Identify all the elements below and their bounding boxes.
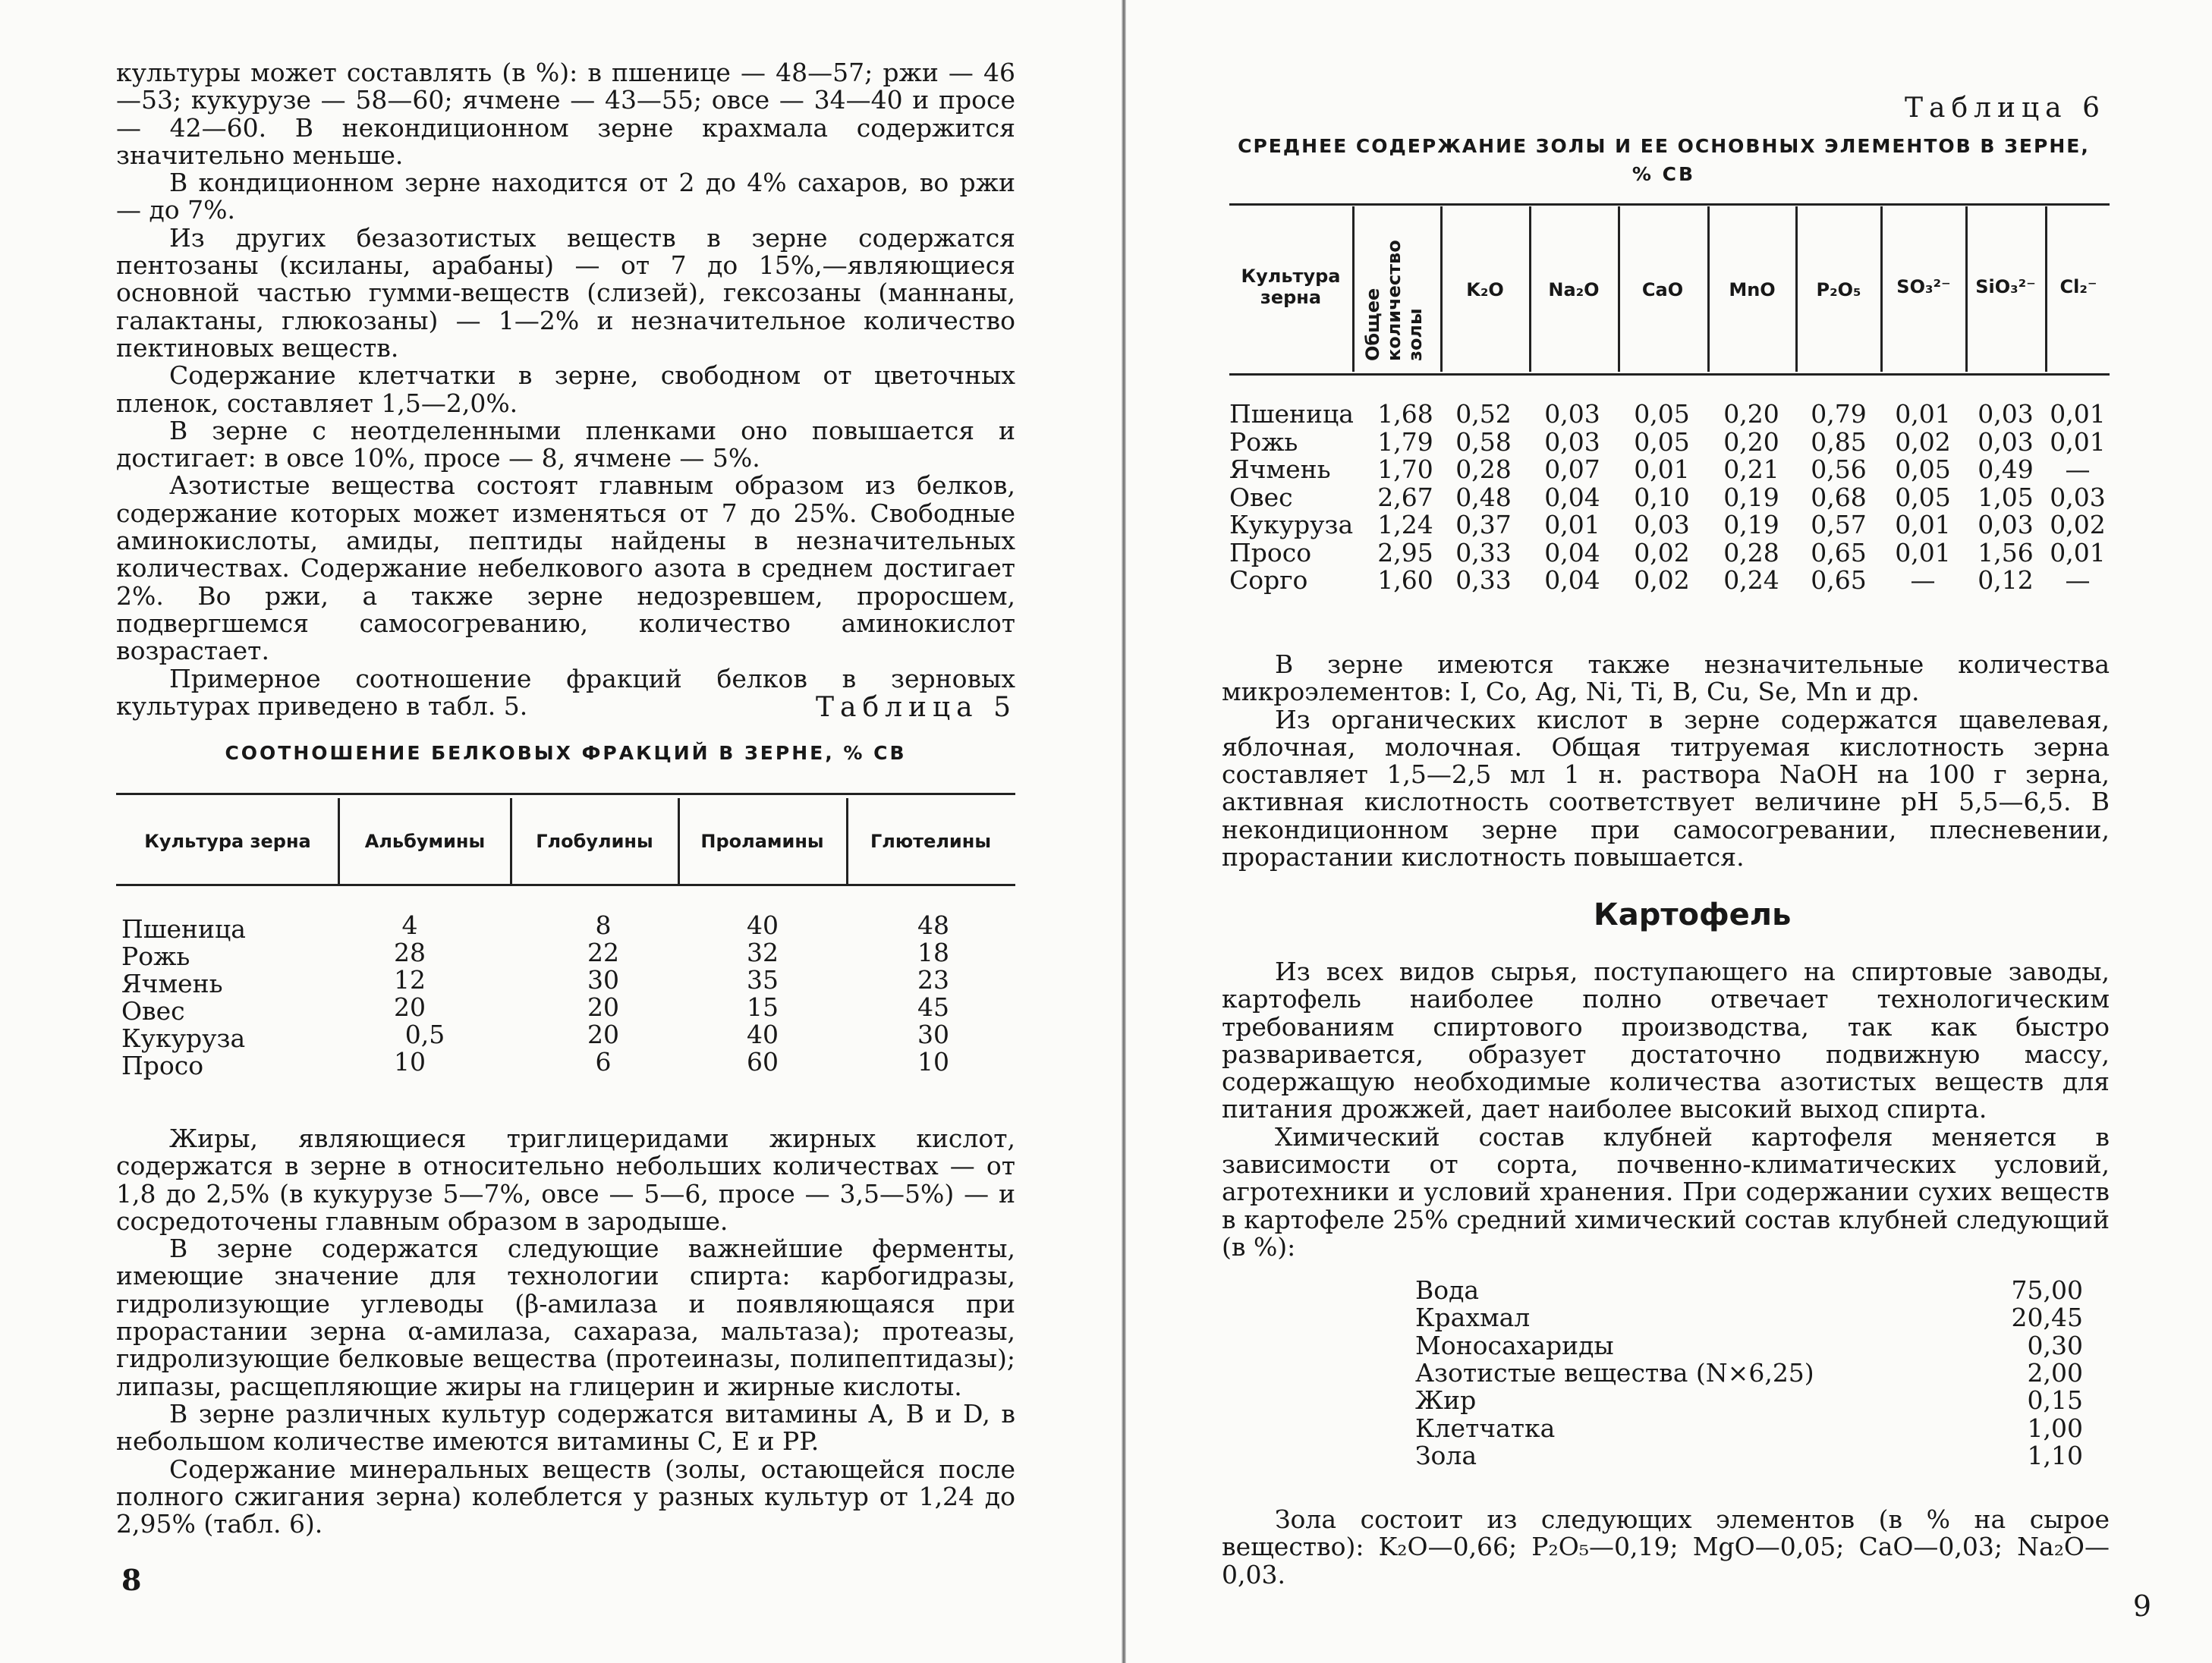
paragraph: В зерне имеются также незначительные количества микроэлементов: I, Co, Ag, Ni, Ti, B, Cu, Se, Mn и др.	[1222, 649, 2110, 707]
table5-top-rule	[116, 793, 1015, 795]
table5-cell: 8	[595, 910, 612, 940]
table6-cell: 0,05	[1634, 426, 1690, 457]
table6-cell: 0,19	[1723, 510, 1779, 539]
table6-header: CaO	[1641, 279, 1684, 300]
table5-cell: 30	[587, 965, 619, 995]
table6-header: K₂O	[1466, 279, 1504, 300]
table6-header-culture: Культура зерна	[1241, 266, 1341, 308]
paragraph: Азотистые вещества состоят главным образом из белков, содержание которых может изменяться от 7 до 25%. Свободные аминокислоты, амиды, пептиды найдены в незначительных количествах. Содержание небелкового азота в среднем достигает 2%. Во ржи, а также зерне недозревшем, проросшем, подвергшемся самосогреванию, количество аминокислот возрастает.	[116, 470, 1015, 666]
table6-cell: 1,56	[1978, 537, 2034, 567]
table5-cell: 40	[747, 910, 779, 940]
table6-title-unit: % СВ	[1631, 163, 1696, 185]
composition-label: Клетчатка	[1415, 1413, 1556, 1443]
table6-cell: 0,04	[1544, 565, 1600, 595]
right-ash-text	[1222, 1506, 2110, 1589]
table5-header-culture: Культура зерна	[144, 831, 311, 852]
table6-cell: 0,05	[1634, 399, 1690, 429]
table5-cell: 20	[587, 992, 619, 1022]
table5-cell: 22	[587, 938, 619, 967]
table6-header: MnO	[1729, 279, 1776, 300]
table6-cell: 0,24	[1723, 565, 1779, 595]
table5-cell: 60	[747, 1047, 779, 1077]
table6-cell: 0,03	[1544, 399, 1600, 429]
composition-value: 1,00	[2027, 1413, 2083, 1443]
table6-cell: 0,68	[1811, 482, 1867, 512]
table6-header: SiO₃²⁻	[1975, 276, 2036, 297]
table5-cell-culture: Пшеница	[121, 914, 246, 944]
table6-cell: 0,01	[1544, 510, 1600, 539]
table5-cell-culture: Просо	[121, 1051, 204, 1080]
table6-cell: 2,67	[1377, 482, 1433, 512]
table6-cell: 0,48	[1455, 482, 1512, 512]
table5-header-rule	[116, 884, 1015, 886]
table6-cell: 0,03	[2050, 482, 2106, 512]
paragraph: Из других безазотистых веществ в зерне содержатся пентозаны (ксиланы, арабаны) — от 7 до 15%,—являющиеся основной частью гумми-веществ (слизей), гексозаны (маннаны, галактаны, глюкозаны) — 1—2% и незначительное количество пектиновых веществ.	[116, 222, 1015, 363]
table5-header-globulins: Глобулины	[536, 831, 653, 852]
table6-cell: 0,58	[1455, 426, 1512, 457]
table6-top-rule	[1229, 203, 2110, 206]
table5-cell: 12	[394, 965, 426, 995]
table5-cell: 23	[917, 965, 949, 995]
paragraph: В зерне с неотделенными пленками оно повышается и достигает: в овсе 10%, просе — 8, ячмене — 5%.	[116, 415, 1015, 473]
table5-cell: 35	[747, 965, 779, 995]
table5-cell: 28	[394, 938, 426, 967]
paragraph: Из органических кислот в зерне содержатся щавелевая, яблочная, молочная. Общая титруемая кислотность зерна составляет 1,5—2,5 мл 1 н. раствора NaOH на 100 г зерна, активная кислотность соответствует величине pH 5,5—6,5. В некондиционном зерне при самосогревании, плесневении, прорастании кислотность повышается.	[1222, 704, 2110, 872]
table5-header-albumins: Альбумины	[364, 831, 486, 852]
paragraph: В кондиционном зерне находится от 2 до 4% сахаров, во ржи — до 7%.	[116, 168, 1015, 225]
composition-label: Азотистые вещества (N×6,25)	[1415, 1357, 1814, 1388]
table6-cell: 0,85	[1811, 426, 1867, 457]
table6-cell: 1,60	[1377, 565, 1433, 595]
table6-cell: 1,05	[1978, 482, 2034, 512]
page-number: 8	[121, 1563, 142, 1597]
table6-cell: 0,33	[1455, 537, 1512, 567]
right-mid-text	[1222, 651, 2110, 871]
table6-cell: 0,20	[1723, 399, 1779, 429]
paragraph: Содержание минеральных веществ (золы, остающейся после полного сжигания зерна) колеблется у разных культур от 1,24 до 2,95% (табл. 6).	[116, 1454, 1015, 1539]
table6-cell: 0,28	[1455, 454, 1512, 484]
table6-cell: 0,04	[1544, 537, 1600, 567]
table6-cell: 0,21	[1723, 454, 1779, 484]
table6-cell: 0,04	[1544, 482, 1600, 512]
table6-cell: 0,03	[1634, 510, 1690, 539]
table6-cell: 0,52	[1455, 399, 1512, 429]
table6-cell: 0,07	[1544, 454, 1600, 484]
table5-cell: 32	[747, 938, 779, 967]
composition-value: 0,15	[2027, 1385, 2083, 1416]
table6-cell: 0,03	[1978, 510, 2034, 539]
table5-col-rule	[846, 798, 848, 885]
composition-label: Моносахариды	[1415, 1330, 1614, 1360]
composition-label: Зола	[1415, 1440, 1477, 1470]
table6-cell: 0,01	[1634, 454, 1690, 484]
table5-cell-culture: Кукуруза	[121, 1023, 246, 1053]
composition-value: 20,45	[2011, 1303, 2083, 1333]
table6-cell-culture: Пшеница	[1229, 399, 1354, 429]
table6-caption: Таблица 6	[1905, 93, 2106, 124]
composition-value: 0,30	[2027, 1330, 2083, 1360]
table5-col-rule	[678, 798, 680, 885]
table6-cell-culture: Ячмень	[1229, 454, 1331, 484]
table6-cell: 0,28	[1723, 537, 1779, 567]
left-bottom-text	[116, 1125, 1015, 1538]
table6-cell: 0,01	[2050, 399, 2106, 429]
table6-title: СРЕДНЕЕ СОДЕРЖАНИЕ ЗОЛЫ И ЕЕ ОСНОВНЫХ ЭЛЕМЕНТОВ В ЗЕРНЕ,	[1238, 135, 2090, 157]
table5-cell: 18	[917, 938, 949, 967]
table5-cell: 10	[394, 1047, 426, 1077]
table5-cell: 40	[747, 1020, 779, 1049]
table6-cell: 0,03	[1544, 426, 1600, 457]
table6-header: Cl₂⁻	[2059, 276, 2097, 297]
paragraph: Зола состоит из следующих элементов (в % на сырое вещество): K₂O—0,66; P₂O₅—0,19; MgO—0,05; CaO—0,03; Na₂O—0,03.	[1222, 1504, 2110, 1589]
table5-cell-culture: Рожь	[121, 942, 190, 971]
table6-cell: 2,95	[1377, 537, 1433, 567]
page-number: 9	[2132, 1589, 2151, 1623]
table6-cell: 0,01	[2050, 537, 2106, 567]
table6-cell: 1,24	[1377, 510, 1433, 539]
table6-cell: 1,70	[1377, 454, 1433, 484]
table6-cell: 0,10	[1634, 482, 1690, 512]
table6-cell: 0,05	[1895, 454, 1951, 484]
paragraph: Примерное соотношение фракций белков в зерновых культурах приведено в табл. 5.	[116, 663, 1015, 721]
table5-cell: 6	[595, 1047, 612, 1077]
table6-cell: 0,02	[1895, 426, 1951, 457]
table5-cell: 4	[401, 910, 418, 940]
table6-cell-culture: Просо	[1229, 537, 1312, 567]
table6-cell: 0,19	[1723, 482, 1779, 512]
table5-col-rule	[510, 798, 512, 885]
table6-cell: 0,01	[2050, 426, 2106, 457]
table6-cell: 0,65	[1811, 537, 1867, 567]
table6-cell: 0,49	[1978, 454, 2034, 484]
table6-cell: 0,03	[1978, 426, 2034, 457]
table6-cell-culture: Рожь	[1229, 426, 1298, 457]
table6-cell: 0,01	[1895, 399, 1951, 429]
table6-cell: 0,56	[1811, 454, 1867, 484]
table5-caption: Таблица 5	[816, 692, 1017, 723]
table6-cell: 0,37	[1455, 510, 1512, 539]
table6-header: SO₃²⁻	[1896, 276, 1951, 297]
table6-cell-culture: Сорго	[1229, 565, 1308, 595]
table6-cell: —	[1910, 565, 1936, 595]
table6-cell-culture: Кукуруза	[1229, 510, 1354, 539]
table5-cell: 15	[747, 992, 779, 1022]
paragraph: В зерне различных культур содержатся витамины A, B и D, в небольшом количестве имеются витамины C, E и PP.	[116, 1398, 1015, 1457]
table5-header-prolamins: Проламины	[700, 831, 824, 852]
composition-value: 75,00	[2011, 1275, 2083, 1305]
table6-cell: 0,12	[1978, 565, 2034, 595]
table5-cell: 0,5	[404, 1020, 445, 1049]
composition-value: 2,00	[2027, 1357, 2083, 1388]
paragraph: В зерне содержатся следующие важнейшие ферменты, имеющие значение для технологии спирта: карбогидразы, гидролизующие углеводы (β-амилаза и появляющаяся при прорастании зерна α-амилаза, сахараза, мальтаза); протеазы, гидролизующие белковые вещества (протеиназы, полипептидазы); липазы, расщепляющие жиры на глицерин и жирные кислоты.	[116, 1234, 1015, 1401]
table6-cell: 0,01	[1895, 537, 1951, 567]
composition-value: 1,10	[2027, 1440, 2083, 1470]
paragraph: Из всех видов сырья, поступающего на спиртовые заводы, картофель наиболее полно отвечает технологическим требованиям спиртового производства, так как быстро разваривается, образует достаточно подвижную массу, содержащую необходимые количества азотистых веществ для питания дрожжей, дает наиболее высокий выход спирта.	[1222, 957, 2110, 1124]
table6-cell: 1,79	[1377, 426, 1433, 457]
table5-cell-culture: Овес	[121, 996, 185, 1026]
section-title: Картофель	[1594, 898, 1792, 932]
table6-cell: 0,01	[1895, 510, 1951, 539]
table6-cell: 0,05	[1895, 482, 1951, 512]
paragraph: Содержание клетчатки в зерне, свободном от цветочных пленок, составляет 1,5—2,0%.	[116, 360, 1015, 418]
right-page	[1123, 0, 2212, 1663]
table6-header: P₂O₅	[1816, 279, 1861, 300]
table6-col-rule	[1352, 206, 1355, 372]
composition-label: Вода	[1415, 1275, 1480, 1305]
table6-cell: 0,79	[1811, 399, 1867, 429]
table6-cell: 0,33	[1455, 565, 1512, 595]
table5-title: СООТНОШЕНИЕ БЕЛКОВЫХ ФРАКЦИЙ В ЗЕРНЕ, % СВ	[225, 742, 907, 764]
table6-cell: —	[2065, 565, 2091, 595]
table5-cell: 45	[917, 992, 949, 1022]
table5-cell: 30	[917, 1020, 949, 1049]
table6-cell: —	[2065, 454, 2091, 484]
composition-label: Жир	[1415, 1385, 1477, 1416]
table5-cell: 10	[917, 1047, 949, 1077]
table5-cell: 48	[917, 910, 949, 940]
table6-cell: 0,02	[2050, 510, 2106, 539]
table5-col-rule	[338, 798, 340, 885]
table6-cell: 0,57	[1811, 510, 1867, 539]
table6-cell: 0,03	[1978, 399, 2034, 429]
table6-cell: 0,20	[1723, 426, 1779, 457]
table6-header: Na₂O	[1548, 279, 1600, 300]
table5-cell-culture: Ячмень	[121, 969, 223, 998]
table6-cell: 0,02	[1634, 537, 1690, 567]
table6-cell: 0,02	[1634, 565, 1690, 595]
paragraph: Жиры, являющиеся триглицеридами жирных кислот, содержатся в зерне в относительно небольших количествах — от 1,8 до 2,5% (в кукурузе 5—7%, овсе — 5—6, просе — 3,5—5%) — и сосредоточены главным образом в зародыше.	[116, 1124, 1015, 1236]
table6-cell-culture: Овес	[1229, 482, 1293, 512]
table6-cell: 0,65	[1811, 565, 1867, 595]
paragraph: культуры может составлять (в %): в пшенице — 48—57; ржи — 46—53; кукурузе — 58—60; ячмене — 43—55; овсе — 34—40 и просе — 42—60. В некондиционном зерне крахмала содержится значительно меньше.	[116, 58, 1015, 170]
table5-cell: 20	[587, 1020, 619, 1049]
table6-header-total-ash: Общее количество золы	[1362, 240, 1426, 361]
left-top-text	[116, 59, 1015, 720]
table6-header-rule	[1229, 373, 2110, 376]
composition-label: Крахмал	[1415, 1303, 1531, 1333]
paragraph: Химический состав клубней картофеля меняется в зависимости от сорта, почвенно-климатических условий, агротехники и условий хранения. При содержании сухих веществ в картофеле 25% средний химический состав клубней следующий (в %):	[1222, 1121, 2110, 1262]
table6-cell: 1,68	[1377, 399, 1433, 429]
table5-cell: 20	[394, 992, 426, 1022]
right-potato-text	[1222, 958, 2110, 1261]
table5-header-glutelins: Глютелины	[870, 831, 992, 852]
